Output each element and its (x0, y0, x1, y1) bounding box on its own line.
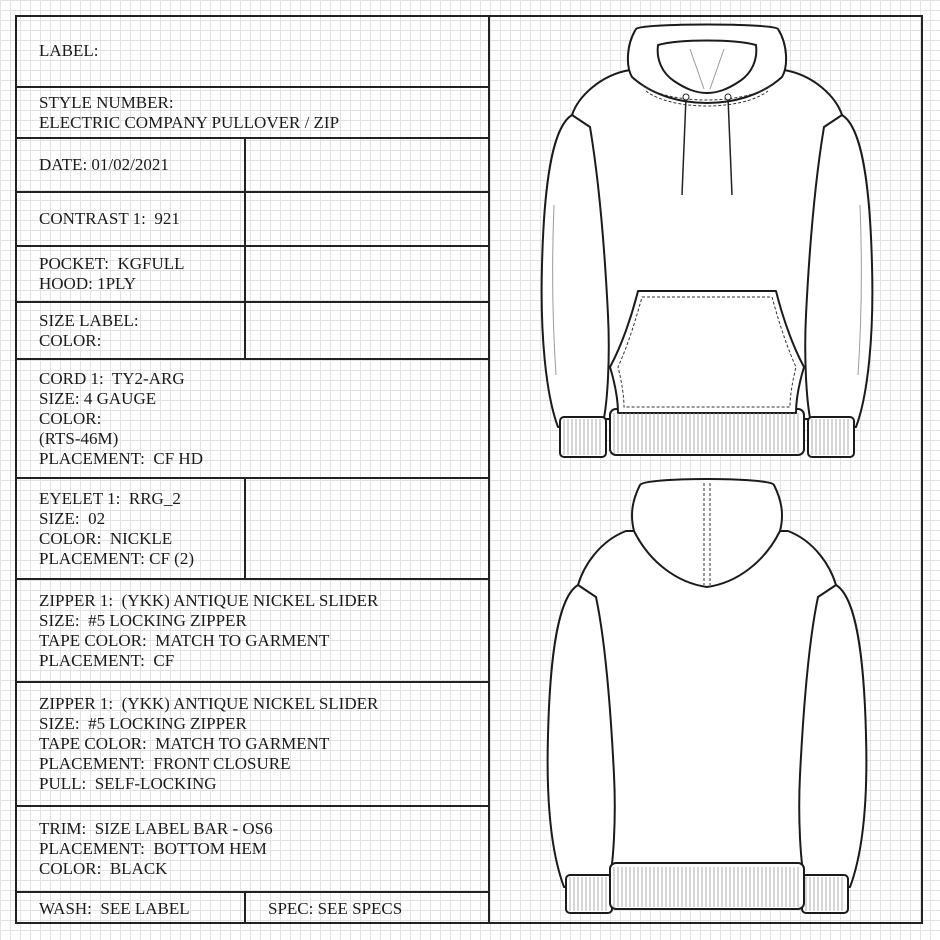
eyelet-cell (15, 479, 246, 578)
cord-placement: PLACEMENT: CF HD (39, 448, 203, 468)
row-eyelet (15, 479, 490, 580)
label-text: LABEL: (39, 40, 99, 60)
row-cord (15, 360, 490, 479)
zipper-b-name: ZIPPER 1: (YKK) ANTIQUE NICKEL SLIDER (39, 694, 379, 713)
eyelet-left (683, 94, 689, 100)
row-wash-spec (15, 893, 490, 924)
zipper-b-tape-color: TAPE COLOR: MATCH TO GARMENT (39, 734, 330, 753)
back-left-cuff (566, 875, 612, 913)
label-cell (15, 15, 490, 86)
contrast-text: CONTRAST 1: 921 (39, 209, 180, 228)
front-left-cuff (560, 417, 606, 457)
cord-name: CORD 1: TY2-ARG (39, 368, 185, 388)
zipper-a-tape-color: TAPE COLOR: MATCH TO GARMENT (39, 630, 330, 650)
zipper-b-pull: PULL: SELF-LOCKING (39, 774, 217, 793)
row-label (15, 15, 490, 88)
hoodie-back-sketch (548, 479, 867, 913)
row-zipper-a (15, 580, 490, 683)
zipper-b-cell (15, 683, 490, 805)
back-right-cuff (802, 875, 848, 913)
cord-color: COLOR: (39, 408, 102, 428)
eyelet-color: COLOR: NICKLE (39, 528, 173, 548)
zipper-a-size: SIZE: #5 LOCKING ZIPPER (39, 610, 247, 630)
hood-text: HOOD: 1PLY (39, 274, 136, 293)
date-text: DATE: 01/02/2021 (39, 155, 169, 174)
date-cell (15, 139, 246, 191)
size-label-text: SIZE LABEL: (39, 310, 139, 330)
row-size-label (15, 303, 490, 360)
zipper-b-size: SIZE: #5 LOCKING ZIPPER (39, 714, 247, 733)
row-pocket-hood (15, 247, 490, 303)
row-style-number (15, 88, 490, 139)
cord-size: SIZE: 4 GAUGE (39, 388, 157, 408)
trim-color: COLOR: BLACK (39, 859, 168, 878)
spec-text: SPEC: SEE SPECS (268, 898, 403, 918)
style-number-cell (15, 88, 490, 137)
row-date (15, 139, 490, 193)
spec-cell (246, 893, 490, 924)
eyelet-right (725, 94, 731, 100)
spec-table (15, 15, 490, 924)
contrast-cell (15, 193, 246, 245)
style-number-value: ELECTRIC COMPANY PULLOVER / ZIP (39, 112, 340, 132)
pocket-hood-cell (15, 247, 246, 301)
wash-cell (15, 893, 246, 924)
cord-color-code: (RTS-46M) (39, 428, 119, 448)
zipper-a-cell (15, 580, 490, 681)
trim-name: TRIM: SIZE LABEL BAR - OS6 (39, 819, 273, 838)
eyelet-name: EYELET 1: RRG_2 (39, 488, 181, 508)
size-label-color: COLOR: (39, 330, 102, 350)
zipper-b-placement: PLACEMENT: FRONT CLOSURE (39, 754, 291, 773)
cord-cell (15, 360, 490, 477)
zipper-a-name: ZIPPER 1: (YKK) ANTIQUE NICKEL SLIDER (39, 590, 379, 610)
style-number-heading: STYLE NUMBER: (39, 92, 174, 112)
trim-cell (15, 807, 490, 891)
row-zipper-b (15, 683, 490, 807)
row-contrast (15, 193, 490, 247)
zipper-a-placement: PLACEMENT: CF (39, 650, 175, 670)
front-right-cuff (808, 417, 854, 457)
size-label-cell (15, 303, 246, 358)
hoodie-front-sketch (542, 25, 873, 458)
row-trim (15, 807, 490, 893)
front-waistband (610, 409, 804, 455)
trim-placement: PLACEMENT: BOTTOM HEM (39, 839, 267, 858)
pocket-text: POCKET: KGFULL (39, 254, 185, 273)
hoodie-sketches (490, 15, 923, 924)
back-waistband (610, 863, 804, 909)
wash-text: WASH: SEE LABEL (39, 898, 190, 918)
front-kangaroo-pocket (610, 291, 804, 413)
eyelet-size: SIZE: 02 (39, 508, 106, 528)
eyelet-placement: PLACEMENT: CF (2) (39, 548, 194, 568)
